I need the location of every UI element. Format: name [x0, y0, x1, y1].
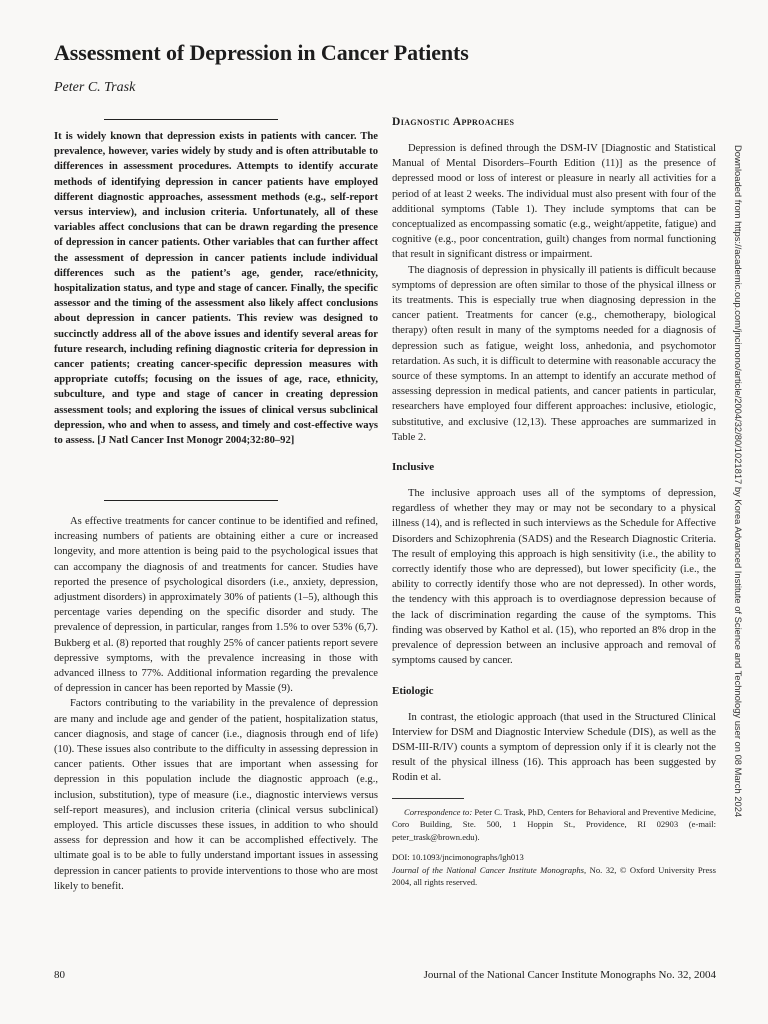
journal-copyright [392, 864, 716, 889]
journal-name: Journal of the National Cancer Institute Monographs [392, 864, 585, 875]
right-column [392, 116, 716, 889]
download-notice-text: Downloaded from https://academic.oup.com/jncimono/article/2004/32/80/1021817 by Korea Advanced Institute of Science and Technology user on 08 March 2024 [733, 145, 744, 818]
etiologic-paragraph: In contrast, the etiologic approach (that used in the Structured Clinical Interview for DSM and Diagnostic Interview Schedule (DIS), as well as the DSM-III-R/IV) counts a symptom of depression only if it is clearly not the result of the physical illness (16). This approach has been suggested by Rodin et al. [392, 711, 716, 784]
footnote-rule [392, 798, 464, 799]
page-number: 80 [54, 969, 65, 981]
section-heading-diagnostic: Diagnostic Approaches [392, 116, 515, 128]
correspondence-label: Correspondence to: [404, 806, 473, 817]
journal-footer: Journal of the National Cancer Institute Monographs No. 32, 2004 [423, 969, 716, 981]
correspondence-text: Peter C. Trask, PhD, Centers for Behavioral and Preventive Medicine, Coro Building, Ste. 500, 1 Hoppin St., Providence, RI 02903 (e-mail: peter_trask@brown.edu). [392, 806, 716, 842]
subheading-inclusive: Inclusive [392, 461, 435, 474]
abstract: It is widely known that depression exists in patients with cancer. The prevalence, however, varies widely by study and is often attributable to differences in assessment procedures. Attempts to identify accurate methods of identifying depression in cancer patients have employed different diagnostic approaches, assessment methods (e.g., self-report versus interview), and inclusion criteria. Unfortunately, all of these variables affect conclusions that can be drawn regarding the presence of depression in cancer patients. Other variables that can further affect the assessment of depression in cancer patients include individual differences such as the patient’s age, gender, race/ethnicity, hospitalization status, and type and stage of cancer. Finally, the specific assessor and the timing of the assessment also likely affect conclusions about depression in cancer patients. This review was designed to succinctly address all of the above issues and identify several areas for future research, including refining diagnostic criteria for depression in cancer patients; creating cancer-specific depression measures with appropriate cutoffs; focusing on the issues of age, race, ethnicity, subculture, and type and stage of cancer in creating depression assessment tools; and exploring the issues of clinical versus subclinical depression, who and when to assess, and timely and cost-effective ways to assess. [J Natl Cancer Inst Monogr 2004;32:80–92] [54, 131, 378, 447]
abstract-bottom-rule [104, 500, 278, 501]
inclusive-paragraph: The inclusive approach uses all of the symptoms of depression, regardless of whether they may or may not be secondary to a physical illness (14), and is reflected in such interviews as the Schedule for Affective Disorders and Schizophrenia (SADS) and the Research Diagnostic Criteria. The result of employing this approach is high sensitivity (i.e., the ability to correctly identify those who are depressed), but lower specificity (i.e., the ability to correctly identify those who are not depressed). In other words, the tendency with this approach is to overdiagnose depression because of the lack of discrimination regarding the cause of the symptoms. This finding was observed by Kathol et al. (15), who reported an 8% drop in the prevalence of depression between an inclusive approach and removal of symptoms caused by cancer. [392, 488, 716, 667]
download-watermark [731, 145, 745, 890]
author-name: Peter C. Trask [54, 80, 136, 95]
diagnostic-paragraph-1: Depression is defined through the DSM-IV [Diagnostic and Statistical Manual of Mental Disorders–Fourth Edition (11)] as the presence of depressed mood or loss of interest or pleasure in nearly all activities for a period of at least 2 weeks. The individual must also present with four of the additional symptoms (Table 1). They include symptoms that can be conceptualized as encompassing somatic (e.g., weight/appetite, fatigue) and cognitive (e.g., poor concentration, guilt) changes from normal functioning that result in significant distress or impairment. [392, 143, 716, 261]
intro-paragraph-1: As effective treatments for cancer continue to be identified and refined, increasing numbers of patients are obtaining either a cure or increased longevity, and more attention is being paid to the psychological issues that can accompany the diagnosis of and treatments for cancer. Studies have reported the presence of psychological disorders (i.e., anxiety, depression, adjustment disorders) in approximately 30% of patients (1–5), although this percentage varies depending on the specific disorder and study. The prevalence of depression, in particular, ranges from 1.5% to over 53% (6,7). Bukberg et al. (8) reported that roughly 25% of cancer patients report severe depressive symptoms, with the prevalence increasing in those with advanced illness to 77%. Additional information regarding the prevalence of depression in cancer has been reported by Massie (9). [54, 516, 378, 695]
correspondence-note [392, 806, 716, 844]
subheading-etiologic: Etiologic [392, 684, 434, 697]
introduction [54, 514, 378, 894]
abstract-top-rule [104, 119, 278, 120]
doi-line: DOI: 10.1093/jncimonographs/lgh013 [392, 852, 524, 863]
intro-paragraph-2: Factors contributing to the variability in the prevalence of depression are many and include age and gender of the patient, hospitalization status, cancer diagnosis, and stage of cancer (i.e., diagnosis through end of life) (10). These issues also contribute to the difficulty in assessing depression in cancer patients. Other issues that are important when assessing for depression in this population include the diagnostic approach (e.g., inclusion, substitution), type of measure (i.e., diagnostic interviews versus self-report measures), and inclusion criteria (clinical versus subclinical) employed. This article discusses these issues, in addition to who should assess for depression and how it can be accomplished effectively. The ultimate goal is to be able to fully understand important issues in assessing depression in cancer patients to provide interventions to those who are most likely to benefit. [54, 698, 378, 892]
article-title: Assessment of Depression in Cancer Patients [54, 40, 469, 65]
diagnostic-paragraph-2: The diagnosis of depression in physically ill patients is difficult because symptoms of depression are often similar to those of the physical illness or its treatments. This is especially true when diagnosing depression in the cancer patient. Treatments for cancer (e.g., chemotherapy, biological therapy) often result in many of the symptoms needed for a diagnosis of depression such as fatigue, weight loss, anhedonia, and psychomotor retardation. As such, it is difficult to determine with reasonable accuracy the source of these symptoms. In an attempt to identify an accurate method of assessing depression in medical patients, and cancer patients in particular, researchers have employed four different approaches: inclusive, etiologic, substitutive, and exclusive (12,13). These approaches are summarized in Table 2. [392, 264, 716, 443]
copyright-text: , No. 32, © Oxford University Press 2004, all rights reserved. [392, 864, 716, 888]
